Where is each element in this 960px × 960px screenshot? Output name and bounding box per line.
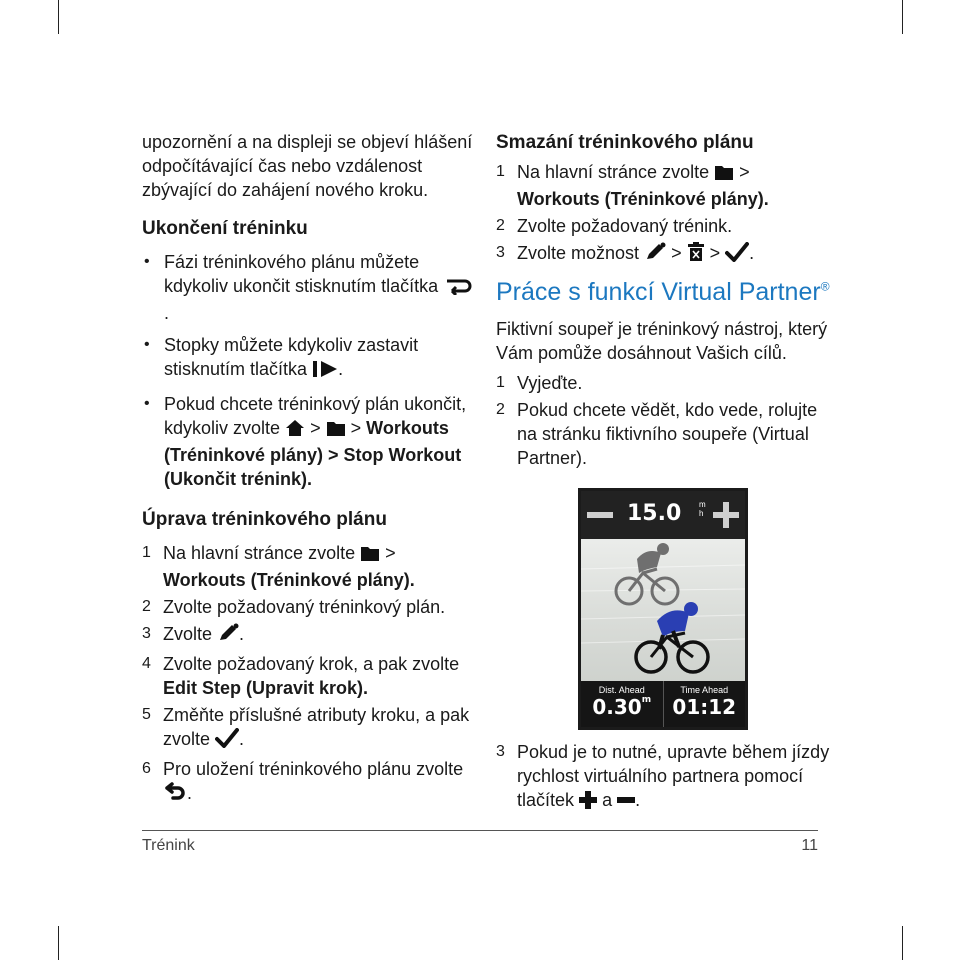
bullet-item: • Pokud chcete tréninkový plán ukončit, kdykoliv zvolte > > Workouts (Tréninkové plány) > Stop Workout (Ukončit trénink).: [142, 392, 477, 491]
lap-icon: [443, 277, 473, 301]
step-item: 3 Pokud je to nutné, upravte během jízdy rychlost virtuálního partnera pomocí tlačítek a .: [496, 740, 831, 815]
crop-mark: [58, 0, 59, 34]
page-number: 11: [801, 837, 818, 854]
back-icon: [163, 782, 187, 808]
crop-mark: [902, 926, 903, 960]
plus-icon: [723, 502, 729, 528]
checkmark-icon: [215, 728, 239, 754]
bullet-item: • Stopky můžete kdykoliv zastavit stisknutím tlačítka .: [142, 333, 477, 384]
step-item: 1 Vyjeďte.: [496, 373, 583, 393]
distance-ahead-field: Dist. Ahead 0.30$^m$: [581, 681, 664, 727]
section-title-virtual-partner: Práce s funkcí Virtual Partner®: [496, 278, 830, 306]
folder-icon: [714, 163, 734, 187]
step-item: 2 Zvolte požadovaný tréninkový plán.: [142, 597, 446, 617]
crop-mark: [58, 926, 59, 960]
page-footer: [142, 830, 818, 854]
left-column: [142, 130, 477, 811]
footer-section-label: Trénink: [142, 837, 195, 854]
home-icon: [285, 419, 305, 443]
pencil-icon: [217, 623, 239, 649]
time-ahead-field: Time Ahead 01:12: [672, 685, 737, 719]
pencil-icon: [644, 242, 666, 268]
riders-illustration: [581, 539, 745, 681]
edit-workout-steps: [142, 541, 477, 808]
section-title-edit-workout: Úprava tréninkového plánu: [142, 509, 387, 530]
step-item: 5 Změňte příslušné atributy kroku, a pak zvolte .: [142, 703, 477, 754]
virtual-partner-steps-cont: [496, 740, 831, 815]
step-item: 3 Zvolte možnost > > .: [496, 241, 831, 268]
virtual-partner-steps: [496, 371, 831, 470]
device-screen-virtual-partner: [578, 488, 748, 730]
right-column: [496, 130, 831, 818]
speed-value: 15.0: [627, 501, 682, 526]
virtual-partner-intro: Fiktivní soupeř je tréninkový nástroj, který Vám pomůže dosáhnout Vašich cílů.: [496, 319, 828, 363]
step-item: 2 Zvolte požadovaný trénink.: [496, 216, 733, 236]
checkmark-icon: [725, 242, 749, 268]
folder-icon: [360, 544, 380, 568]
step-item: 1 Na hlavní stránce zvolte > Workouts (Tréninkové plány).: [142, 543, 415, 590]
step-item: 2 Pokud chcete vědět, kdo vede, rolujte na stránku fiktivního soupeře (Virtual Partner).: [496, 400, 818, 468]
section-title-end-workout: Ukončení tréninku: [142, 218, 308, 239]
step-item: 6 Pro uložení tréninkového plánu zvolte .: [142, 757, 477, 808]
trash-icon: [687, 242, 705, 268]
step-item: 4 Zvolte požadovaný krok, a pak zvolte Edit Step (Upravit krok).: [142, 654, 460, 698]
intro-paragraph: upozornění a na displeji se objeví hlášení odpočítávající čas nebo vzdálenost zbývající do zahájení nového kroku.: [142, 132, 473, 200]
folder-icon: [326, 419, 346, 443]
user-rider: [636, 602, 708, 672]
speed-unit: m h: [699, 500, 706, 518]
step-item: 1 Na hlavní stránce zvolte > Workouts (Tréninkové plány).: [496, 162, 769, 209]
crop-mark: [902, 0, 903, 34]
data-fields: [581, 681, 745, 727]
minus-icon: [617, 791, 635, 815]
minus-icon: [587, 512, 613, 518]
delete-workout-steps: [496, 160, 831, 268]
end-workout-list: [142, 250, 477, 491]
start-stop-icon: [312, 360, 338, 384]
section-title-delete-workout: Smazání tréninkového plánu: [496, 132, 754, 153]
bullet-item: • Fázi tréninkového plánu můžete kdykoliv ukončit stisknutím tlačítka .: [142, 250, 477, 325]
plus-icon: [579, 791, 597, 815]
step-item: 3 Zvolte .: [142, 622, 477, 649]
virtual-partner-rider: [616, 543, 678, 604]
speed-bar: [581, 491, 745, 539]
